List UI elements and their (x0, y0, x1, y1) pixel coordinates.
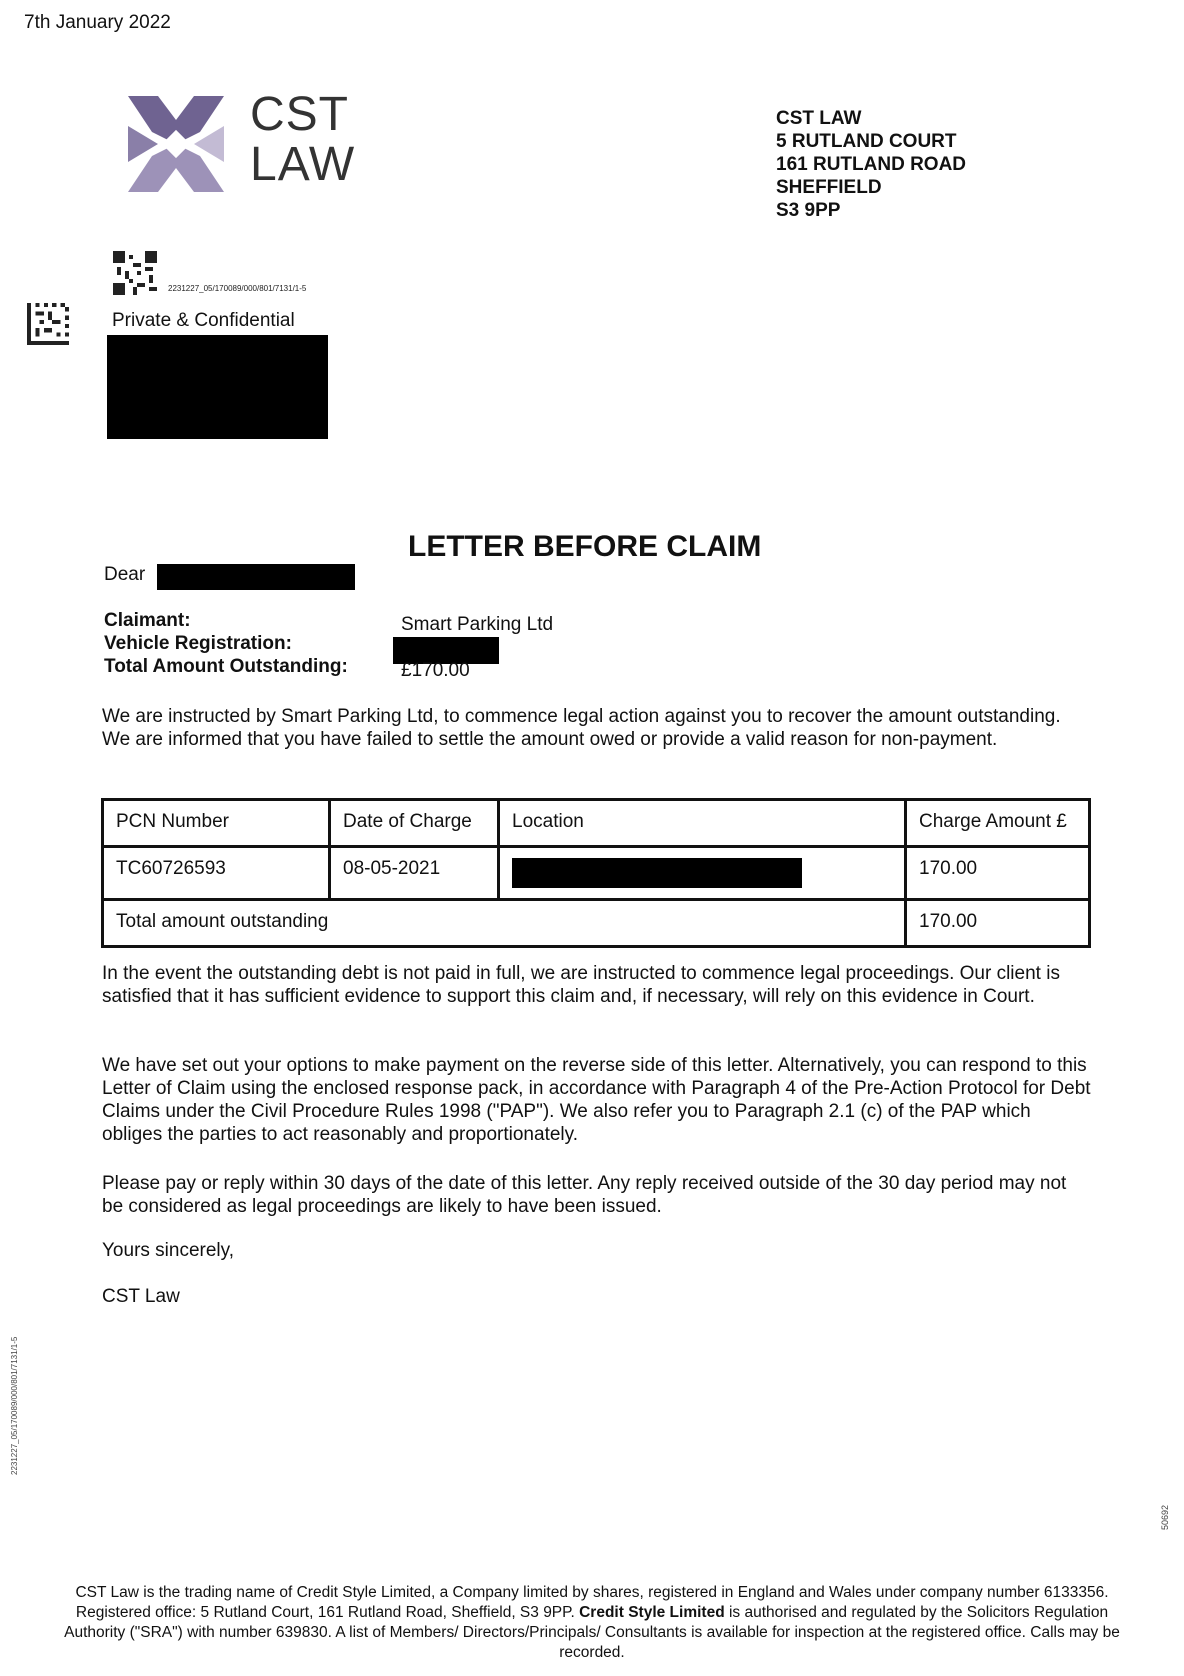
cell-date-of-charge: 08-05-2021 (330, 847, 499, 900)
side-reference-code: 2231227_05/170089/000/801/7131/1-5 (10, 1336, 19, 1475)
barcode-icon (113, 251, 157, 295)
side-number: 50692 (1160, 1504, 1170, 1530)
cell-location (499, 847, 906, 900)
footer-company-name: Credit Style Limited (579, 1604, 725, 1621)
confidential-label: Private & Confidential (112, 310, 295, 331)
address-line: S3 9PP (776, 200, 841, 221)
paragraph-legal-proceedings: In the event the outstanding debt is not paid in full, we are instructed to commence legal proceedings. Our client is satisfied that it has sufficient evidence to support this claim and, if necessary, will rely on this evidence in Court. (102, 963, 1060, 1007)
cell-charge-amount: 170.00 (906, 847, 1090, 900)
redacted-recipient-name (157, 564, 355, 590)
salutation: Dear (104, 564, 146, 585)
table-row (103, 847, 1090, 900)
total-outstanding-label: Total Amount Outstanding: (104, 656, 348, 677)
paragraph-payment-options: We have set out your options to make payment on the reverse side of this letter. Alternatively, you can respond to this Letter of Claim using the enclosed response pack, in accordance with Paragraph 4 of the Pre-Action Protocol for Debt Claims under the Civil Procedure Rules 1998 ("PAP"). We also refer you to Paragraph 2.1 (c) of the PAP which obliges the parties to act reasonably and proportionately. (102, 1055, 1091, 1145)
footer-text-part1: CST Law is the trading name of Credit Style Limited, a Company limited by shares, registered in England and Wales under company number 6133356. Registered office: 5 Rutland Court, 161 Rutland Road, Sheffield, S3 9PP. (75, 1584, 1109, 1621)
datamatrix-icon (27, 303, 69, 345)
table-header-row (103, 800, 1090, 847)
letter-date: 7th January 2022 (24, 12, 171, 33)
logo-line-2: LAW (250, 138, 356, 191)
header-charge-amount: Charge Amount £ (906, 800, 1090, 847)
closing: Yours sincerely, (102, 1240, 235, 1261)
header-location: Location (499, 800, 906, 847)
address-line: CST LAW (776, 108, 862, 129)
cell-total-label: Total amount outstanding (103, 900, 906, 947)
address-line: 5 RUTLAND COURT (776, 131, 957, 152)
cell-total-amount: 170.00 (906, 900, 1090, 947)
signature: CST Law (102, 1286, 180, 1307)
logo-wordmark (250, 90, 355, 190)
footer-legal-notice (50, 1583, 1134, 1663)
sender-address (776, 107, 966, 222)
cell-pcn-number: TC60726593 (103, 847, 330, 900)
claimant-value: Smart Parking Ltd (401, 614, 554, 635)
charges-table (101, 798, 1091, 948)
paragraph-instruction: We are instructed by Smart Parking Ltd, to commence legal action against you to recover the amount outstanding. We are informed that you have failed to settle the amount owed or provide a valid reason for non-payment. (102, 706, 1061, 750)
table-total-row (103, 900, 1090, 947)
letter-heading: LETTER BEFORE CLAIM (408, 530, 762, 563)
address-line: SHEFFIELD (776, 177, 882, 198)
paragraph-reply-deadline: Please pay or reply within 30 days of the date of this letter. Any reply received outside of the 30 day period may not be considered as legal proceedings are likely to have been issued. (102, 1173, 1067, 1217)
total-outstanding-value: £170.00 (401, 660, 470, 681)
redacted-recipient-address (107, 335, 328, 439)
address-line: 161 RUTLAND ROAD (776, 154, 967, 175)
logo-line-1: CST (250, 88, 349, 141)
cst-law-logo-icon (128, 96, 224, 192)
header-pcn-number: PCN Number (103, 800, 330, 847)
redacted-location (512, 858, 802, 888)
footer-text-part2: is authorised and regulated by the Solicitors Regulation Authority ("SRA") with number 639830. A list of Members/ Directors/Principals/ Consultants is available for inspection at the registered office. Calls may be recorded. (64, 1604, 1120, 1661)
vehicle-registration-label: Vehicle Registration: (104, 633, 292, 654)
header-date-of-charge: Date of Charge (330, 800, 499, 847)
claimant-label: Claimant: (104, 610, 191, 631)
reference-code: 2231227_05/170089/000/801/7131/1-5 (168, 284, 307, 293)
